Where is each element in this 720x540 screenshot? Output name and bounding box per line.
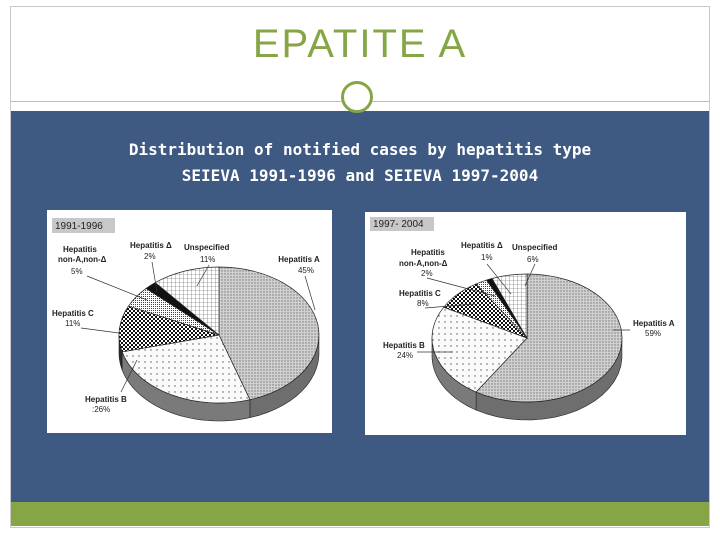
label-hep-nanb-name2: non-A,non-Δ <box>58 255 107 264</box>
bottom-accent-bar <box>11 502 709 526</box>
circle-ornament-icon <box>341 81 373 113</box>
label2-unspecified-name: Unspecified <box>512 243 558 252</box>
pie-chart-1991-1996 <box>47 210 332 433</box>
label-hep-c-pct: 11% <box>65 319 81 328</box>
label2-hep-delta-name: Hepatitis Δ <box>461 241 503 250</box>
slide-title: EPATITE A <box>252 22 468 66</box>
label-hep-nanb-name1: Hepatitis <box>63 245 97 254</box>
label-hep-c-name: Hepatitis C <box>52 309 94 318</box>
label-hep-delta-name: Hepatitis Δ <box>130 241 172 250</box>
label2-hep-delta-pct: 1% <box>481 253 493 262</box>
label-unspecified-name: Unspecified <box>184 243 230 252</box>
label2-hep-nanb-name2: non-A,non-Δ <box>399 259 448 268</box>
label2-hep-a-pct: 59% <box>645 329 662 338</box>
chart-2-title: 1997- 2004 <box>373 219 424 230</box>
label2-hep-c-pct: 8% <box>417 299 429 308</box>
pie-chart-2-svg <box>365 212 686 435</box>
label2-hep-b-pct: 24% <box>397 351 414 360</box>
label2-unspecified-pct: 6% <box>527 255 539 264</box>
label-hep-b-name: Hepatitis B <box>85 395 127 404</box>
subtitle-line-1: Distribution of notified cases by hepatitis type <box>128 140 592 159</box>
pie-chart-1997-2004 <box>365 212 686 435</box>
label-hep-a-name: Hepatitis A <box>278 255 320 264</box>
label2-hep-a-name: Hepatitis A <box>633 319 675 328</box>
label2-hep-c-name: Hepatitis C <box>399 289 441 298</box>
label-hep-b-pct: :26% <box>92 405 111 414</box>
label2-hep-nanb-pct: 2% <box>421 269 433 278</box>
label2-hep-b-name: Hepatitis B <box>383 341 425 350</box>
chart-1-title: 1991-1996 <box>55 221 103 232</box>
label-hep-delta-pct: 2% <box>144 252 156 261</box>
pie-chart-1-svg <box>47 210 332 433</box>
label-unspecified-pct: 11% <box>200 255 216 264</box>
label-hep-a-pct: 45% <box>297 266 315 275</box>
label-hep-nanb-pct: 5% <box>71 267 83 276</box>
subtitle-line-2: SEIEVA 1991-1996 and SEIEVA 1997-2004 <box>181 166 539 185</box>
label2-hep-nanb-name1: Hepatitis <box>411 248 445 257</box>
